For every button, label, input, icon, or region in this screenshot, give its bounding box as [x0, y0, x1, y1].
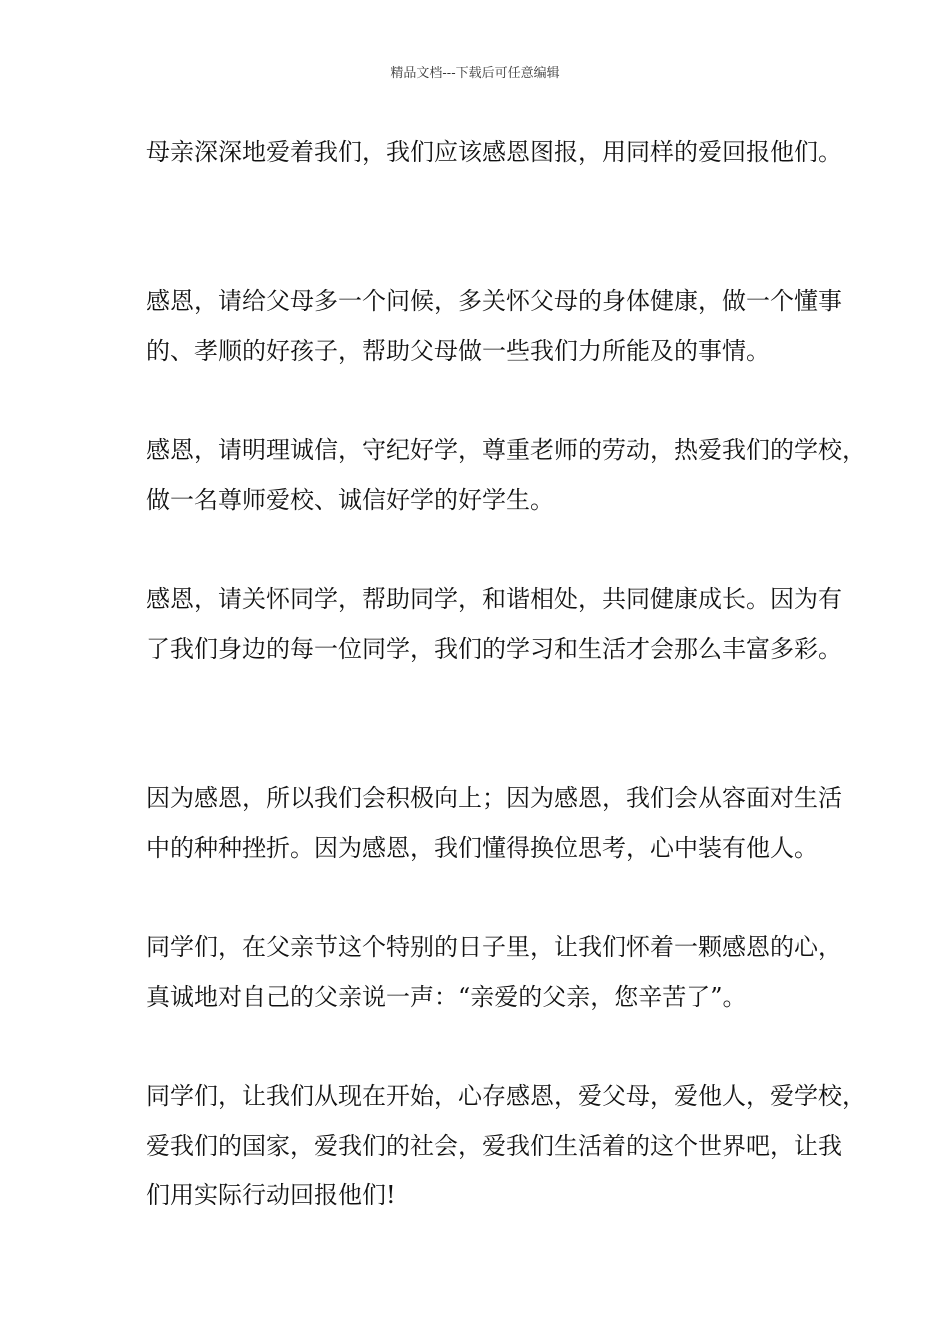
text-line: 们用实际行动回报他们!	[146, 1181, 396, 1209]
text-line: 同学们，在父亲节这个特别的日子里，让我们怀着一颗感恩的心，	[146, 933, 842, 961]
page-header: 精品文档---下载后可任意编辑	[390, 66, 560, 81]
text-line: 感恩，请明理诚信，守纪好学，尊重老师的劳动，热爱我们的学校，	[146, 436, 866, 464]
text-line: 爱我们的国家，爱我们的社会，爱我们生活着的这个世界吧，让我	[146, 1132, 842, 1160]
text-line: 的、孝顺的好孩子，帮助父母做一些我们力所能及的事情。	[146, 337, 770, 365]
text-line: 因为感恩，所以我们会积极向上；因为感恩，我们会从容面对生活	[146, 784, 842, 812]
text-line: 中的种种挫折。因为感恩，我们懂得换位思考，心中装有他人。	[146, 834, 818, 862]
text-line: 了我们身边的每一位同学，我们的学习和生活才会那么丰富多彩。	[146, 635, 842, 663]
text-line: 感恩，请给父母多一个问候，多关怀父母的身体健康，做一个懂事	[146, 287, 842, 315]
text-line: 做一名尊师爱校、诚信好学的好学生。	[146, 486, 554, 514]
text-line: 母亲深深地爱着我们，我们应该感恩图报，用同样的爱回报他们。	[146, 138, 842, 166]
text-line: 感恩，请关怀同学，帮助同学，和谐相处，共同健康成长。因为有	[146, 585, 842, 613]
text-line: 同学们，让我们从现在开始，心存感恩，爱父母，爱他人，爱学校，	[146, 1082, 866, 1110]
text-line: 真诚地对自己的父亲说一声：“亲爱的父亲，您辛苦了”。	[146, 983, 747, 1011]
